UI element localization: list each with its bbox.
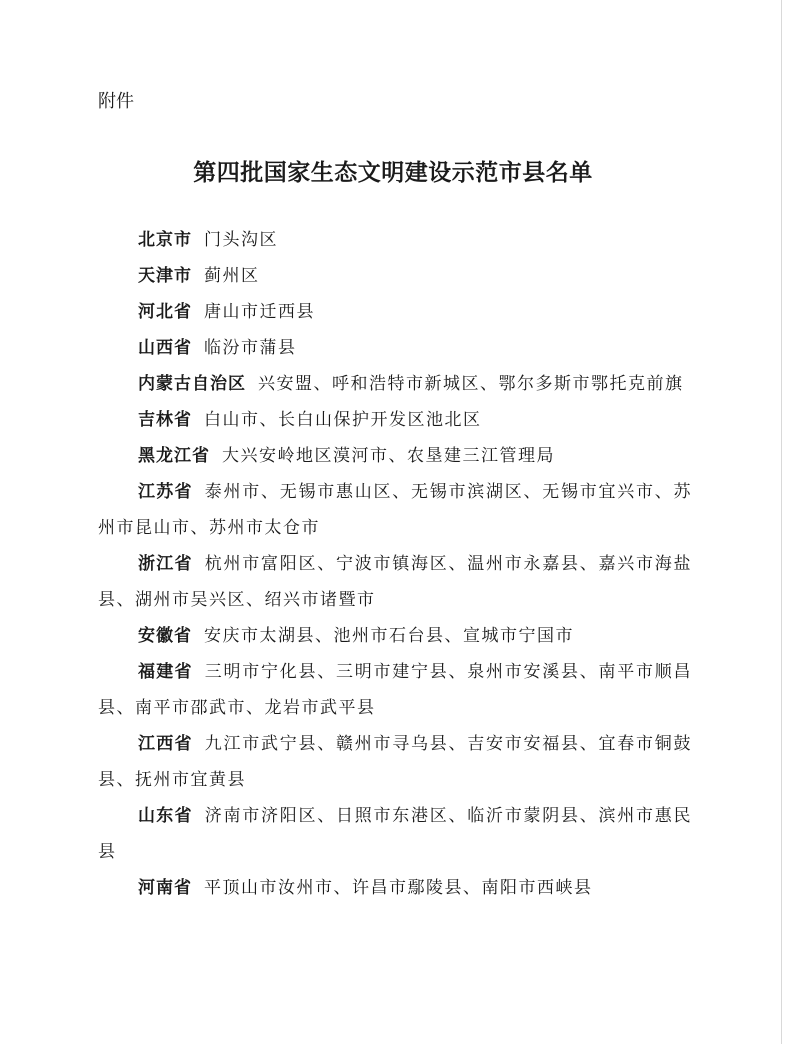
city-county-list: [98, 222, 692, 906]
province-name: 吉林省: [138, 410, 192, 430]
place-names: 大兴安岭地区漠河市、农垦建三江管理局: [222, 446, 555, 466]
list-entry-shanxi: [98, 330, 692, 366]
province-name: 内蒙古自治区: [138, 374, 246, 394]
province-name: 河北省: [138, 302, 192, 322]
place-names: 蓟州区: [204, 266, 260, 286]
place-names: 临汾市蒲县: [204, 338, 297, 358]
list-entry-henan: [98, 870, 692, 906]
province-name: 天津市: [138, 266, 192, 286]
province-name: 江苏省: [138, 482, 193, 502]
list-entry-fujian: [98, 654, 692, 726]
document-title: 第四批国家生态文明建设示范市县名单: [193, 159, 593, 186]
attachment-label: 附件: [98, 91, 134, 112]
province-name: 浙江省: [138, 554, 193, 574]
province-name: 山西省: [138, 338, 192, 358]
place-names: 杭州市富阳区、宁波市镇海区、温州市永嘉县、嘉兴市海盐县、湖州市吴兴区、绍兴市诸暨市: [98, 554, 692, 610]
list-entry-beijing: [98, 222, 692, 258]
place-names: 九江市武宁县、赣州市寻乌县、吉安市安福县、宜春市铜鼓县、抚州市宜黄县: [98, 734, 692, 790]
province-name: 黑龙江省: [138, 446, 210, 466]
list-entry-hebei: [98, 294, 692, 330]
province-name: 山东省: [138, 806, 193, 826]
list-entry-jiangsu: [98, 474, 692, 546]
list-entry-inner-mongolia: [98, 366, 692, 402]
place-names: 唐山市迁西县: [204, 302, 315, 322]
place-names: 兴安盟、呼和浩特市新城区、鄂尔多斯市鄂托克前旗: [258, 374, 684, 394]
place-names: 安庆市太湖县、池州市石台县、宣城市宁国市: [204, 626, 574, 646]
place-names: 济南市济阳区、日照市东港区、临沂市蒙阴县、滨州市惠民县: [98, 806, 692, 862]
list-entry-shandong: [98, 798, 692, 870]
list-entry-jilin: [98, 402, 692, 438]
place-names: 平顶山市汝州市、许昌市鄢陵县、南阳市西峡县: [204, 878, 593, 898]
list-entry-tianjin: [98, 258, 692, 294]
place-names: 三明市宁化县、三明市建宁县、泉州市安溪县、南平市顺昌县、南平市邵武市、龙岩市武平县: [98, 662, 692, 718]
list-entry-jiangxi: [98, 726, 692, 798]
place-names: 泰州市、无锡市惠山区、无锡市滨湖区、无锡市宜兴市、苏州市昆山市、苏州市太仓市: [98, 482, 692, 538]
province-name: 福建省: [138, 662, 193, 682]
province-name: 河南省: [138, 878, 192, 898]
place-names: 门头沟区: [204, 230, 278, 250]
list-entry-heilongjiang: [98, 438, 692, 474]
province-name: 江西省: [138, 734, 193, 754]
place-names: 白山市、长白山保护开发区池北区: [204, 410, 482, 430]
province-name: 北京市: [138, 230, 192, 250]
list-entry-anhui: [98, 618, 692, 654]
province-name: 安徽省: [138, 626, 192, 646]
list-entry-zhejiang: [98, 546, 692, 618]
